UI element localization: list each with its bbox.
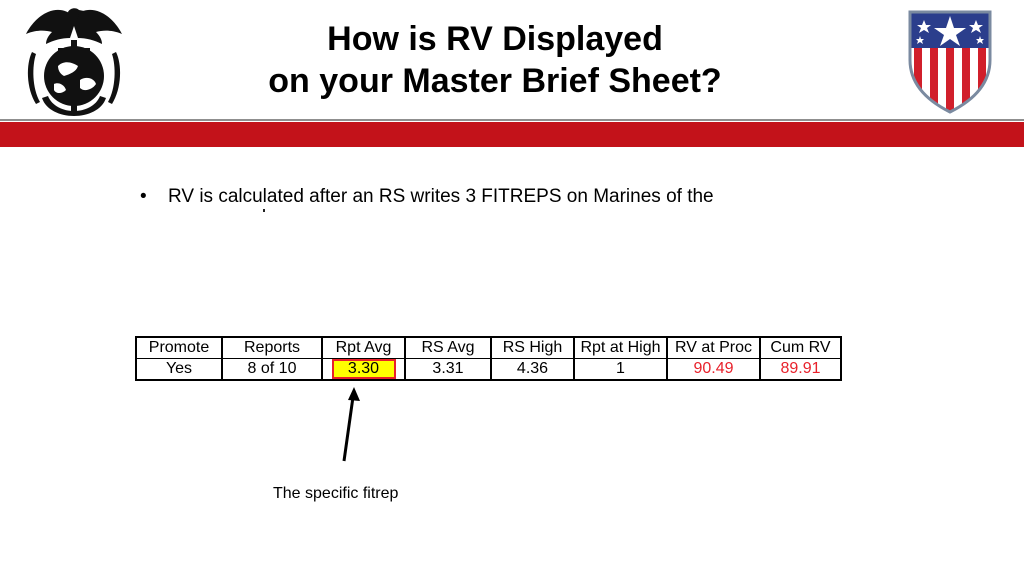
table-row <box>136 359 841 381</box>
title-line-2: on your Master Brief Sheet? <box>268 62 722 100</box>
text-fragment-mark <box>263 209 265 212</box>
title-line-1: How is RV Displayed <box>327 20 663 58</box>
header-cell: Promote <box>136 337 222 359</box>
rpt-avg-cell <box>322 359 405 381</box>
header-cell: Reports <box>222 337 322 359</box>
header-cell: Cum RV <box>760 337 841 359</box>
rs-high-cell: 4.36 <box>491 359 574 381</box>
reports-cell: 8 of 10 <box>222 359 322 381</box>
header-cell: RS High <box>491 337 574 359</box>
header-divider <box>0 119 1024 121</box>
rv-at-proc-cell: 90.49 <box>667 359 760 381</box>
rs-avg-cell: 3.31 <box>405 359 491 381</box>
arrow-up-icon <box>330 385 370 465</box>
highlighted-rpt-avg: 3.30 <box>332 359 396 379</box>
flag-shield-icon <box>906 8 994 114</box>
table-header-row <box>136 337 841 359</box>
page-title <box>180 18 810 102</box>
header-cell: Rpt at High <box>574 337 667 359</box>
arrow-caption: The specific fitrep <box>273 485 399 502</box>
header-cell: Rpt Avg <box>322 337 405 359</box>
promote-cell: Yes <box>136 359 222 381</box>
red-banner <box>0 122 1024 147</box>
bullet-icon: • <box>140 186 147 207</box>
master-brief-table <box>135 336 842 381</box>
rpt-at-high-cell: 1 <box>574 359 667 381</box>
header-cell: RV at Proc <box>667 337 760 359</box>
bullet-text: RV is calculated after an RS writes 3 FITREPS on Marines of the <box>168 186 714 207</box>
usmc-emblem-icon <box>18 4 130 120</box>
cum-rv-cell: 89.91 <box>760 359 841 381</box>
header-cell: RS Avg <box>405 337 491 359</box>
